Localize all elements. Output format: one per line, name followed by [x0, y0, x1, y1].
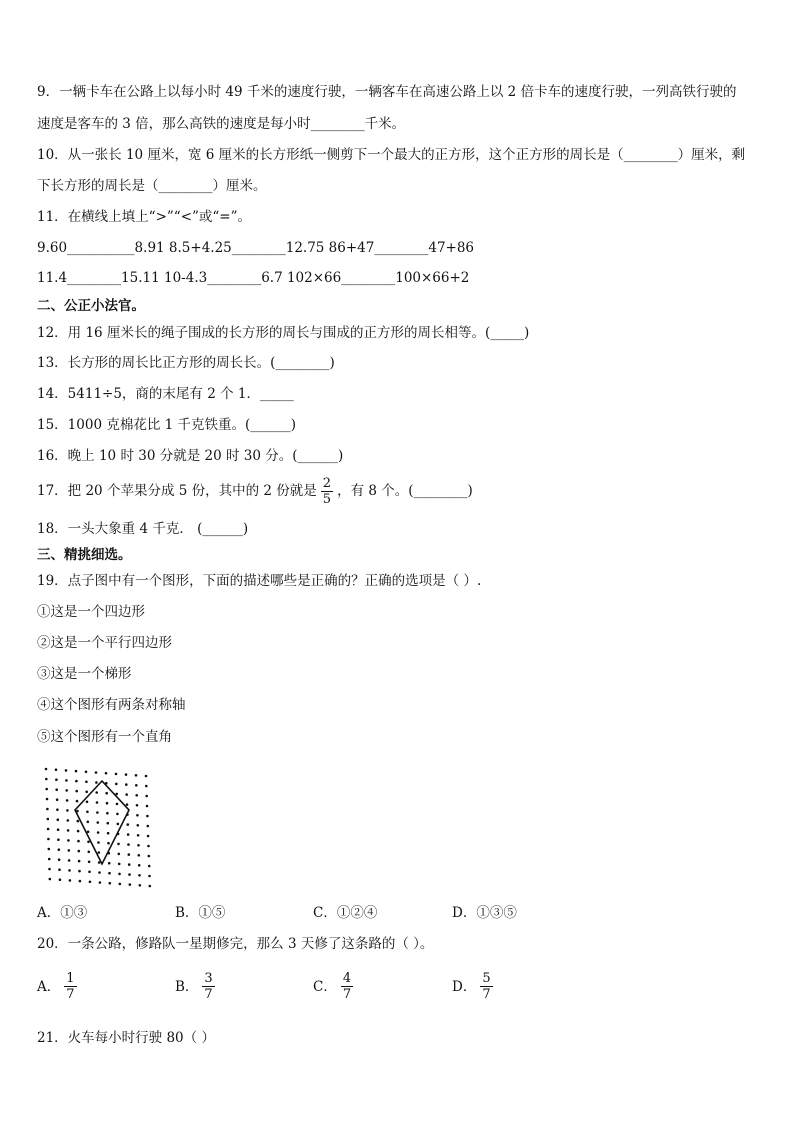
grid-dot [125, 793, 128, 796]
q21: 21．火车每小时行驶 80（ ） [37, 1030, 215, 1046]
q15: 15．1000 克棉花比 1 千克铁重。(______) [37, 417, 297, 433]
grid-dot [97, 831, 100, 834]
grid-dot [136, 804, 139, 807]
grid-dot [98, 871, 101, 874]
kite-quadrilateral [75, 781, 129, 864]
grid-dot [78, 860, 81, 863]
q20-choice-d-fraction [480, 971, 492, 1002]
grid-dot [47, 828, 50, 831]
grid-dot [127, 833, 130, 836]
frac-den: 7 [482, 987, 491, 1002]
grid-dot [55, 768, 58, 771]
q19-option-4: ④这个图形有两条对称轴 [37, 697, 186, 713]
grid-dot [67, 829, 70, 832]
q20-choice-a-fraction [64, 971, 76, 1002]
grid-dot [45, 768, 48, 771]
grid-dot [147, 825, 150, 828]
grid-dot [125, 783, 128, 786]
grid-dot [66, 799, 69, 802]
grid-dot [135, 774, 138, 777]
grid-dot [149, 885, 152, 888]
grid-dot [98, 851, 101, 854]
grid-dot [109, 882, 112, 885]
grid-dot [79, 880, 82, 883]
grid-dot [69, 879, 72, 882]
q20-choice-a-label: A． [37, 978, 61, 995]
grid-dot [59, 878, 62, 881]
grid-dot [46, 808, 49, 811]
grid-dot [148, 865, 151, 868]
grid-dot [85, 771, 88, 774]
grid-dot [127, 843, 130, 846]
grid-dot [107, 822, 110, 825]
grid-dot [147, 835, 150, 838]
grid-dot [66, 809, 69, 812]
q19-stem: 19．点子图中有一个图形，下面的描述哪些是正确的？正确的选项是（ ）. [37, 573, 482, 589]
grid-dot [55, 778, 58, 781]
grid-dot [56, 808, 59, 811]
grid-dot [148, 855, 151, 858]
grid-dot [65, 779, 68, 782]
grid-dot [96, 801, 99, 804]
q17 [37, 473, 473, 509]
grid-dot [119, 883, 122, 886]
grid-dot [137, 844, 140, 847]
grid-dot [57, 818, 60, 821]
grid-dot [57, 838, 60, 841]
grid-dot [116, 813, 119, 816]
dot-grid-figure [40, 764, 160, 888]
grid-dot [97, 821, 100, 824]
q20-choice-b-label: B． [175, 978, 199, 995]
grid-dot [47, 818, 50, 821]
q19-option-5: ⑤这个图形有一个直角 [37, 729, 172, 745]
frac-den: 7 [342, 987, 352, 1002]
q20-choice-d-label: D． [452, 978, 477, 995]
q11-stem: 11．在横线上填上“>”“<”或“=”。 [37, 209, 252, 225]
grid-dot [55, 788, 58, 791]
q19-option-3: ③这是一个梯形 [37, 666, 132, 682]
grid-dot [145, 795, 148, 798]
q20-choice-c-fraction [341, 971, 353, 1002]
q17-frac-den: 5 [322, 492, 332, 507]
grid-dot [105, 772, 108, 775]
grid-dot [128, 873, 131, 876]
q19-choice-a[interactable]: A．①③ [37, 905, 88, 921]
grid-dot [48, 848, 51, 851]
grid-dot [45, 788, 48, 791]
frac-num: 1 [66, 971, 75, 986]
q20-choice-b[interactable] [175, 971, 219, 1002]
q20-stem: 20．一条公路，修路队一星期修完，那么 3 天修了这条路的（ ）。 [37, 936, 434, 952]
grid-dot [68, 869, 71, 872]
grid-dot [85, 791, 88, 794]
grid-dot [78, 870, 81, 873]
q19-option-1: ①这是一个四边形 [37, 604, 145, 620]
grid-dot [135, 794, 138, 797]
grid-dot [45, 778, 48, 781]
grid-dot [85, 781, 88, 784]
grid-dot [75, 770, 78, 773]
grid-dot [106, 812, 109, 815]
grid-dot [88, 851, 91, 854]
grid-dot [97, 841, 100, 844]
q18: 18．一头大象重 4 千克． (______) [37, 521, 249, 537]
grid-dot [56, 798, 59, 801]
grid-dot [125, 773, 128, 776]
grid-dot [128, 863, 131, 866]
grid-dot [75, 780, 78, 783]
grid-dot [128, 853, 131, 856]
grid-dot [67, 839, 70, 842]
grid-dot [95, 781, 98, 784]
grid-dot [95, 771, 98, 774]
grid-dot [68, 849, 71, 852]
grid-dot [77, 840, 80, 843]
q19-choice-b[interactable]: B．①⑤ [175, 905, 226, 921]
grid-dot [96, 811, 99, 814]
q16: 16．晚上 10 时 30 分就是 20 时 30 分。(______) [37, 448, 344, 464]
grid-dot [117, 843, 120, 846]
q17-before: 17．把 20 个苹果分成 5 份，其中的 2 份就是 [37, 483, 317, 499]
q20-choice-a[interactable] [37, 971, 81, 1002]
q20-choice-c-label: C． [313, 978, 337, 995]
grid-dot [108, 862, 111, 865]
frac-den: 7 [204, 987, 213, 1002]
grid-dot [87, 821, 90, 824]
q10-line2: 下长方形的周长是（________）厘米。 [37, 178, 267, 194]
grid-dot [75, 790, 78, 793]
q19-choice-d[interactable]: D．①③⑤ [452, 905, 517, 921]
grid-dot [57, 828, 60, 831]
q17-after: ，有 8 个。(________) [337, 483, 473, 499]
grid-dot [107, 842, 110, 845]
grid-dot [129, 883, 132, 886]
grid-dot [65, 769, 68, 772]
grid-dot [46, 798, 49, 801]
grid-dot [136, 814, 139, 817]
grid-dot [48, 858, 51, 861]
grid-dot [115, 783, 118, 786]
q17-fraction [321, 476, 333, 507]
grid-dot [49, 878, 52, 881]
grid-dot [95, 791, 98, 794]
grid-dot [67, 819, 70, 822]
grid-dot [105, 792, 108, 795]
grid-dot [88, 871, 91, 874]
grid-dot [47, 838, 50, 841]
grid-dot [115, 773, 118, 776]
grid-dot [107, 832, 110, 835]
frac-den: 7 [66, 987, 75, 1002]
grid-dot [118, 873, 121, 876]
section-2-heading: 二、公正小法官。 [37, 298, 145, 314]
grid-dot [58, 858, 61, 861]
q20-choice-c[interactable] [313, 971, 357, 1002]
grid-dot [77, 830, 80, 833]
q20-choice-b-fraction [202, 971, 214, 1002]
grid-dot [108, 872, 111, 875]
grid-dot [87, 841, 90, 844]
grid-dot [88, 861, 91, 864]
frac-num: 3 [204, 971, 213, 986]
grid-dot [65, 789, 68, 792]
grid-dot [76, 800, 79, 803]
q11-row1: 9.60__________8.91 8.5+4.25________12.75 86+47________47+86 [37, 240, 475, 256]
q12: 12．用 16 厘米长的绳子围成的长方形的周长与围成的正方形的周长相等。(_____) [37, 325, 530, 341]
grid-dot [145, 775, 148, 778]
grid-dot [147, 845, 150, 848]
grid-dot [89, 881, 92, 884]
q10-line1: 10．从一张长 10 厘米，宽 6 厘米的长方形纸一侧剪下一个最大的正方形，这个正方形的周长是（________）厘米，剩 [37, 147, 746, 163]
grid-dot [146, 805, 149, 808]
q9-line1: 9．一辆卡车在公路上以每小时 49 千米的速度行驶，一辆客车在高速公路上以 2 倍卡车的速度行驶，一列高铁行驶的 [37, 84, 737, 100]
grid-dot [106, 802, 109, 805]
grid-dot [137, 834, 140, 837]
q19-option-2: ②这是一个平行四边形 [37, 635, 172, 651]
grid-dot [137, 824, 140, 827]
q20-choice-d[interactable] [452, 971, 497, 1002]
grid-dot [58, 868, 61, 871]
grid-dot [99, 881, 102, 884]
grid-dot [86, 811, 89, 814]
grid-dot [135, 784, 138, 787]
frac-num: 4 [342, 971, 352, 986]
grid-dot [139, 884, 142, 887]
grid-dot [78, 850, 81, 853]
q13: 13．长方形的周长比正方形的周长长。(________) [37, 355, 335, 371]
grid-dot [138, 854, 141, 857]
grid-dot [148, 875, 151, 878]
grid-dot [146, 815, 149, 818]
grid-dot [126, 803, 129, 806]
grid-dot [77, 820, 80, 823]
frac-num: 5 [482, 971, 491, 986]
q14: 14．5411÷5，商的末尾有 2 个 1．_____ [37, 386, 294, 402]
q9-line2: 速度是客车的 3 倍，那么高铁的速度是每小时________千米。 [37, 116, 406, 132]
grid-dot [86, 801, 89, 804]
grid-dot [68, 859, 71, 862]
grid-dot [145, 785, 148, 788]
grid-dot [138, 874, 141, 877]
q17-frac-num: 2 [322, 476, 332, 491]
grid-dot [116, 803, 119, 806]
grid-dot [58, 848, 61, 851]
q11-row2: 11.4________15.11 10-4.3________6.7 102×66________100×66+2 [37, 270, 470, 286]
grid-dot [127, 823, 130, 826]
grid-dot [138, 864, 141, 867]
section-3-heading: 三、精挑细选。 [37, 547, 132, 563]
grid-dot [117, 823, 120, 826]
grid-dot [118, 853, 121, 856]
grid-dot [48, 868, 51, 871]
q19-choice-c[interactable]: C．①②④ [313, 905, 378, 921]
grid-dot [118, 863, 121, 866]
